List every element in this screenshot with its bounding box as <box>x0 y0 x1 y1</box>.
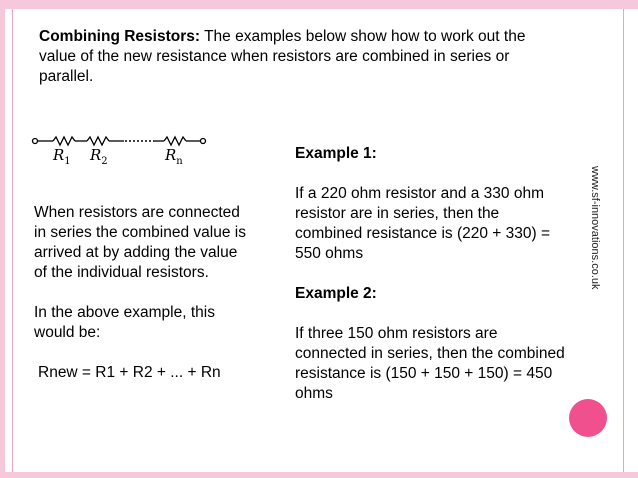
example-2-text: If three 150 ohm resistors are connected in series, then the combined resistance is (150 + 150 + 150) = 450 ohms <box>295 325 565 402</box>
left-rule <box>12 9 13 472</box>
example-2-title: Example 2: <box>295 285 377 302</box>
intro-heading: Combining Resistors: <box>39 28 201 45</box>
example-intro: In the above example, this would be: <box>34 304 215 341</box>
resistor-label-r2: $R_2$ <box>90 146 108 167</box>
website-vertical <box>585 166 605 290</box>
right-rule <box>623 9 624 472</box>
website-url: www.sf-innovations.co.uk <box>589 166 601 290</box>
bottom-border <box>0 472 638 478</box>
top-border <box>0 0 638 9</box>
resistor-label-r1: $R_1$ <box>53 146 71 167</box>
intro-paragraph <box>39 27 559 87</box>
left-border <box>0 0 5 478</box>
example-1-title: Example 1: <box>295 145 377 162</box>
example-1-text: If a 220 ohm resistor and a 330 ohm resistor are in series, then the combined resistance is (220 + 330) = 550 ohms <box>295 185 551 262</box>
right-column <box>295 144 565 404</box>
series-formula: Rnew = R1 + R2 + ... + Rn <box>38 364 221 381</box>
resistor-label-rn: $R_n$ <box>165 146 183 167</box>
left-column <box>34 203 249 383</box>
series-explanation: When resistors are connected in series the combined value is arrived at by adding the value of the individual resistors. <box>34 204 246 281</box>
intro-text: The examples below show how to work out the value of the new resistance when resistors are combined in series or parallel. <box>39 28 526 85</box>
pink-circle-decoration <box>569 399 607 437</box>
